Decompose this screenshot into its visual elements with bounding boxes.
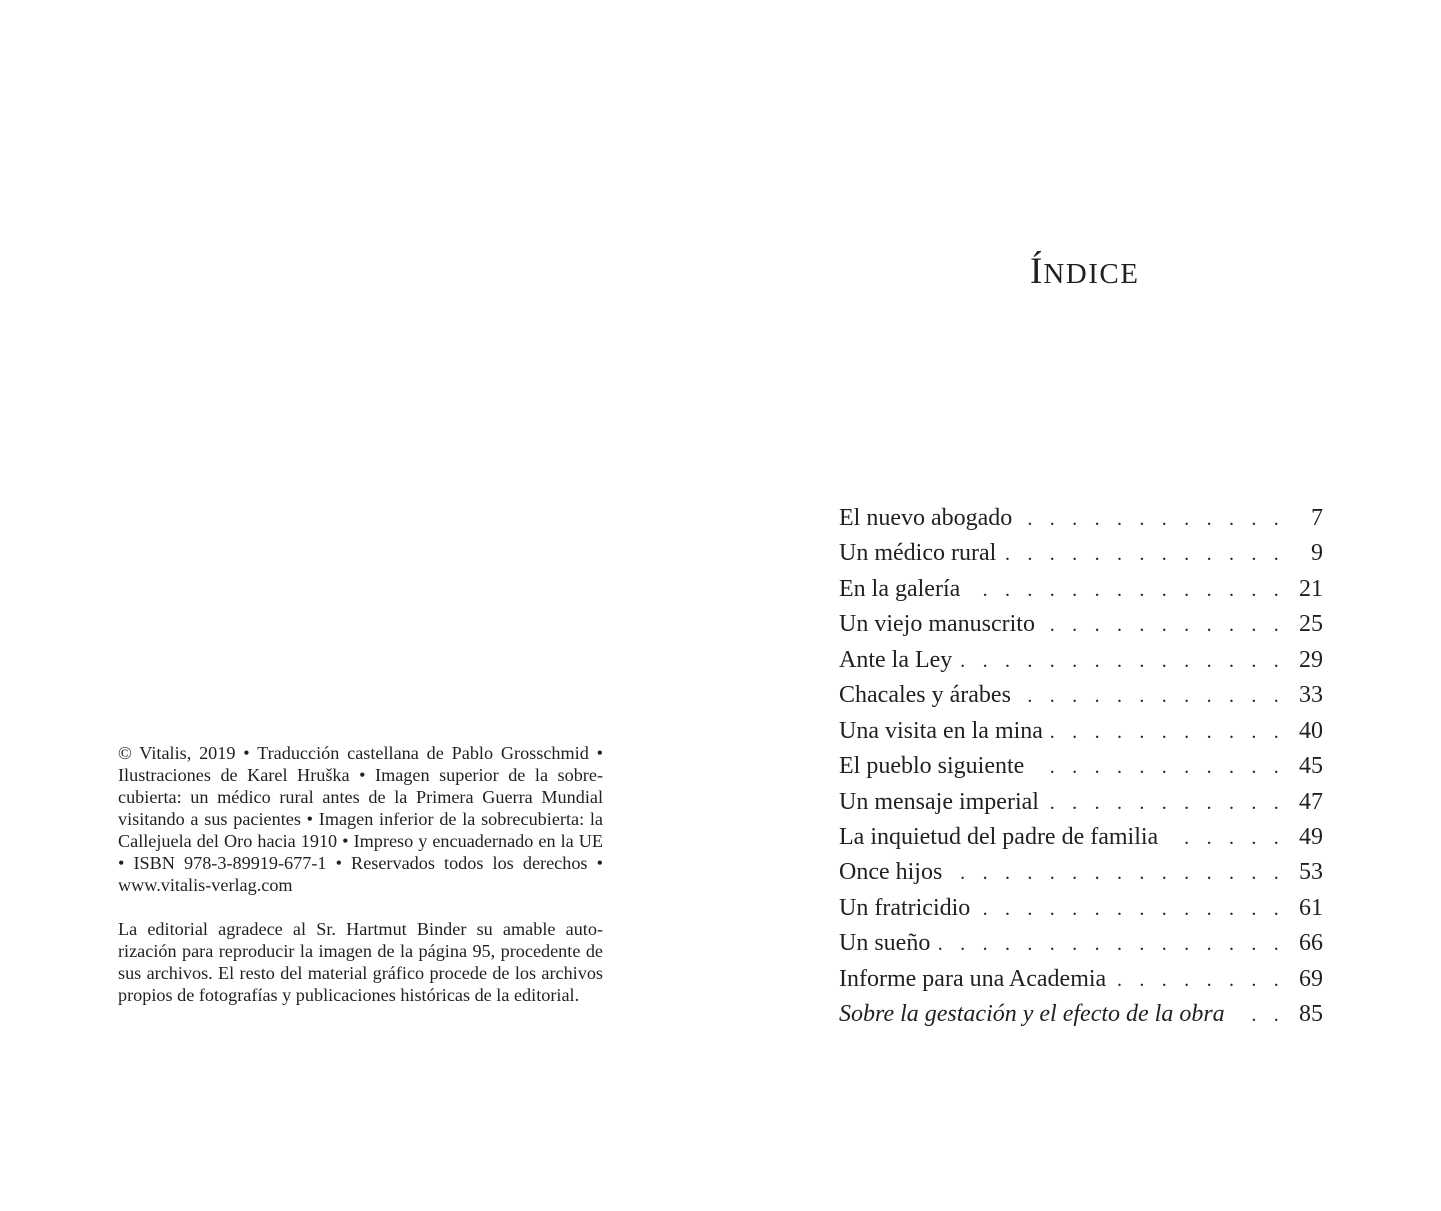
toc-dot-leader xyxy=(950,856,1285,890)
toc-entry-page: 29 xyxy=(1299,646,1323,673)
toc-entry-title: Un viejo manuscrito xyxy=(839,611,1035,638)
toc-entry[interactable] xyxy=(839,714,1323,749)
toc-entry[interactable] xyxy=(839,536,1323,571)
toc-entry[interactable] xyxy=(839,572,1323,607)
toc-entry-page: 69 xyxy=(1299,965,1323,992)
toc-entry-title: Informe para una Academia xyxy=(839,965,1107,992)
toc-dot-leader xyxy=(1032,750,1285,784)
toc-entry[interactable] xyxy=(839,785,1323,820)
toc-entry[interactable] xyxy=(839,855,1323,890)
colophon-acknowledgement-paragraph: La editorial agradece al Sr. Hartmut Binder su amable autorización para reproducir la imagen de la página 95, procedente de sus archivos. El resto del material gráfico procede de los archivos propios de fotografías y publicaciones históricas de la editorial. xyxy=(118,919,603,1005)
toc-entry-page: 61 xyxy=(1299,894,1323,921)
toc-dot-leader xyxy=(1004,537,1285,571)
toc-entry-page: 49 xyxy=(1299,823,1323,850)
toc-entry[interactable] xyxy=(839,678,1323,713)
toc-entry-page: 7 xyxy=(1311,505,1323,531)
toc-entry[interactable] xyxy=(839,501,1323,536)
toc-entry-title: Chacales y árabes xyxy=(839,682,1011,709)
colophon-copyright-paragraph: © Vitalis, 2019 • Traducción castellana de Pablo Grosschmid • Ilustraciones de Karel Hruška • Imagen superior de la sobrecubierta: un médico rural antes de la Primera Guerra Mundial visitando a sus pacientes • Imagen inferior de la sobrecubierta: la Callejuela del Oro hacia 1910 • Impreso y encuadernado en la UE • ISBN 978-3-89919-677-1 • Reservados todos los derechos • www.vitalis-verlag.com xyxy=(118,743,603,895)
toc-entry-title: Un médico rural xyxy=(839,540,997,567)
toc-entry[interactable] xyxy=(839,607,1323,642)
toc-entry-page: 21 xyxy=(1299,575,1323,602)
table-of-contents xyxy=(839,501,1323,1033)
toc-dot-leader xyxy=(1114,963,1285,997)
toc-dot-leader xyxy=(960,644,1285,678)
toc-entry-title: Un mensaje imperial xyxy=(839,788,1039,815)
toc-entry[interactable] xyxy=(839,891,1323,926)
toc-entry[interactable] xyxy=(839,926,1323,961)
toc-title-first-letter: Í xyxy=(1030,251,1044,292)
toc-entry-title: Ante la Ley xyxy=(839,646,953,673)
toc-entry-title: El pueblo siguiente xyxy=(839,753,1025,780)
toc-dot-leader xyxy=(1020,502,1285,536)
toc-entry-page: 25 xyxy=(1299,611,1323,638)
toc-entry-title: Un fratricidio xyxy=(839,894,971,921)
toc-entry-page: 45 xyxy=(1299,753,1323,780)
toc-entry-title: Once hijos xyxy=(839,859,943,886)
toc-dot-leader xyxy=(1051,715,1285,749)
colophon xyxy=(118,742,603,1006)
toc-dot-leader xyxy=(938,927,1285,961)
toc-entry-page: 47 xyxy=(1299,788,1323,815)
toc-dot-leader xyxy=(1019,679,1285,713)
toc-entry-page: 33 xyxy=(1299,682,1323,709)
toc-entry-title: El nuevo abogado xyxy=(839,505,1013,531)
toc-entry[interactable] xyxy=(839,820,1323,855)
toc-dot-leader xyxy=(1233,998,1285,1032)
toc-entry-title: Sobre la gestación y el efecto de la obra xyxy=(839,1001,1225,1028)
toc-entry-title: La inquietud del padre de familia xyxy=(839,823,1159,850)
toc-entry-page: 53 xyxy=(1299,859,1323,886)
toc-title-rest: NDICE xyxy=(1043,258,1140,290)
toc-entry-page: 66 xyxy=(1299,930,1323,957)
toc-title xyxy=(1030,250,1139,296)
toc-dot-leader xyxy=(1043,608,1285,642)
toc-entry-page: 40 xyxy=(1299,717,1323,744)
toc-entry-page: 9 xyxy=(1311,540,1323,567)
toc-entry[interactable] xyxy=(839,643,1323,678)
toc-entry-afterword[interactable] xyxy=(839,997,1323,1032)
toc-entry-title: En la galería xyxy=(839,575,961,602)
toc-entry[interactable] xyxy=(839,962,1323,997)
toc-dot-leader xyxy=(1047,786,1285,820)
toc-entry[interactable] xyxy=(839,749,1323,784)
toc-dot-leader xyxy=(1166,821,1285,855)
toc-entry-title: Un sueño xyxy=(839,930,931,957)
toc-dot-leader xyxy=(978,892,1285,926)
toc-entry-title: Una visita en la mina xyxy=(839,717,1043,744)
toc-dot-leader xyxy=(968,573,1285,607)
toc-entry-page: 85 xyxy=(1299,1001,1323,1028)
